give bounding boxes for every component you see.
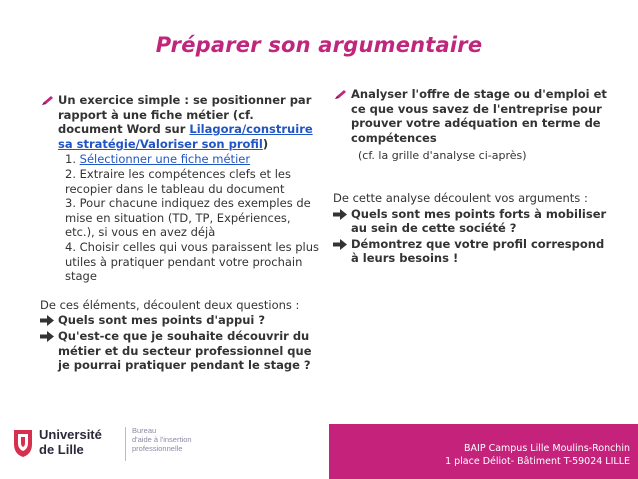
question-item: [40, 329, 320, 373]
university-name-line1: Université: [39, 427, 102, 442]
footer-line2: 1 place Déliot- Bâtiment T-59024 LILLE: [445, 456, 630, 467]
right-column: [333, 87, 608, 266]
step-number: 3.: [65, 196, 76, 211]
step-text: Extraire les compétences clefs et les recopier dans le tableau du document: [65, 166, 291, 196]
right-conclusion: De cette analyse découlent vos arguments :: [333, 190, 588, 205]
logo-divider: [125, 427, 126, 461]
university-name-line2: de Lille: [39, 442, 84, 457]
select-fiche-link[interactable]: Sélectionner une fiche métier: [79, 152, 251, 167]
list-item: [65, 152, 320, 167]
question-text: Qu'est-ce que je souhaite découvrir du métier et du secteur professionnel que je pourrai pratiquer pendant le stage ?: [58, 328, 312, 373]
argument-text: Quels sont mes points forts à mobiliser au sein de cette société ?: [351, 206, 607, 236]
pen-icon: [41, 95, 54, 106]
question-item: [40, 313, 320, 328]
step-text: Choisir celles qui vous paraissent les plus utiles à pratiquer pendant votre prochain stage: [65, 239, 320, 284]
arrow-right-icon: [333, 209, 348, 220]
right-intro: [333, 87, 608, 145]
list-item: [65, 240, 320, 284]
university-name: [39, 427, 102, 457]
argument-item: [333, 207, 608, 236]
bureau-name: [132, 426, 192, 453]
right-intro-text: Analyser l'offre de stage ou d'emploi et ce que vous savez de l'entreprise pour prouver votre adéquation en terme de compétences: [351, 87, 607, 145]
list-item: [65, 167, 320, 196]
university-emblem-icon: [12, 428, 34, 458]
arrow-right-icon: [40, 331, 55, 342]
page-title: Préparer son argumentaire: [155, 33, 483, 57]
grid-reference: (cf. la grille d'analyse ci-après): [358, 149, 527, 163]
question-text: Quels sont mes points d'appui ?: [58, 313, 266, 328]
footer-address-box: [329, 424, 638, 479]
left-intro-end: ): [262, 136, 269, 151]
steps-list: [40, 152, 320, 283]
left-column: [40, 93, 320, 373]
lilagora-link[interactable]: Lilagora/construire sa stratégie/Valoriser son profil: [58, 122, 313, 151]
bureau-line: professionnelle: [132, 444, 183, 453]
arrow-right-icon: [333, 239, 348, 250]
left-conclusion: De ces éléments, découlent deux questions :: [40, 297, 300, 312]
step-number: 1.: [65, 152, 76, 167]
step-text: Pour chacune indiquez des exemples de mise en situation (TD, TP, Expériences, etc.), si vous en avez déjà: [65, 196, 311, 240]
left-intro: [40, 93, 320, 151]
step-number: 2.: [65, 166, 76, 181]
argument-item: [333, 237, 608, 266]
bureau-line: d'aide à l'insertion: [132, 435, 192, 444]
university-logo: [12, 425, 202, 467]
list-item: [65, 196, 320, 240]
bureau-line: Bureau: [132, 426, 157, 435]
footer-line1: BAIP Campus Lille Moulins-Ronchin: [464, 443, 630, 454]
step-number: 4.: [65, 239, 76, 254]
arrow-right-icon: [40, 315, 55, 326]
left-intro-text: Un exercice simple : se positionner par rapport à une fiche métier (cf. document Word sur: [58, 93, 312, 137]
pen-icon: [334, 89, 347, 100]
argument-text: Démontrez que votre profil correspond à leurs besoins !: [351, 236, 605, 266]
